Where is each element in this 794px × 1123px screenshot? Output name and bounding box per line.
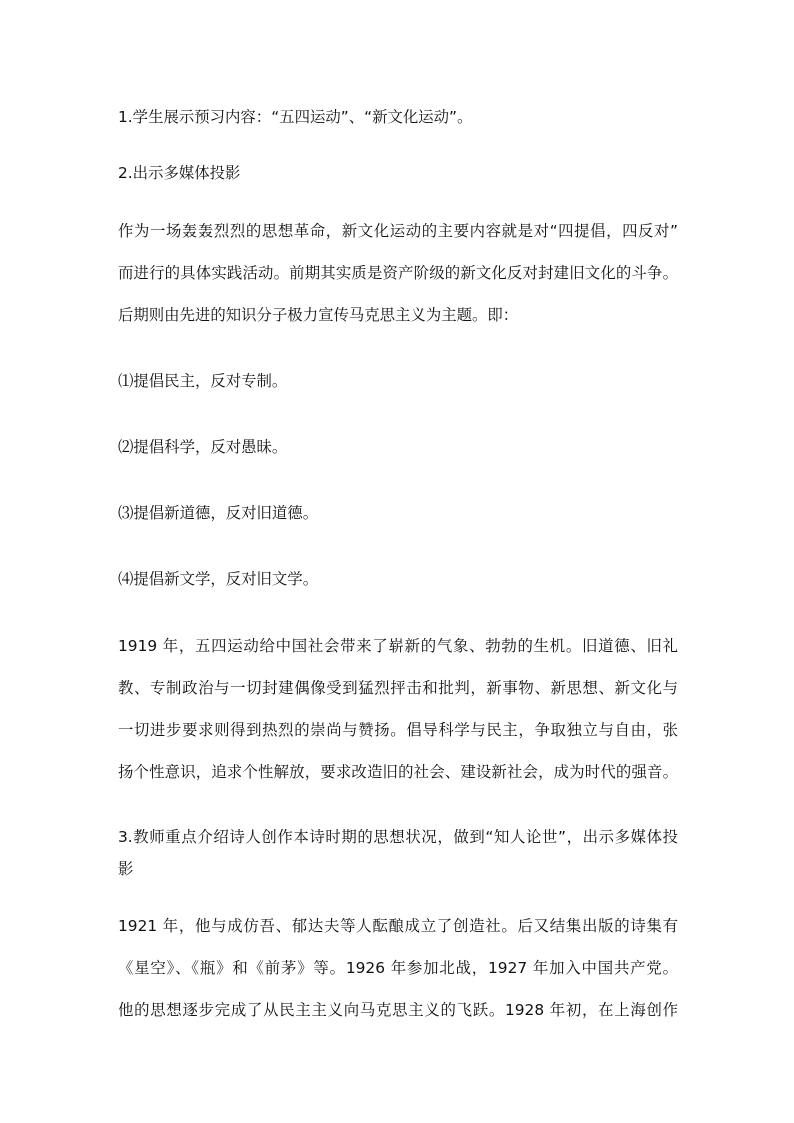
text-line: ⑶提倡新道德，反对旧道德。 — [118, 504, 319, 522]
text-line: 1919 年，五四运动给中国社会带来了崭新的气象、勃勃的生机。旧道德、旧礼 — [118, 637, 678, 655]
text-line: 而进行的具体实践活动。前期其实质是资产阶级的新文化反对封建旧文化的斗争。 — [118, 264, 678, 282]
text-line: 作为一场轰轰烈烈的思想革命，新文化运动的主要内容就是对“四提倡，四反对” — [118, 222, 678, 240]
text-line: 影 — [118, 860, 134, 878]
text-line: 2.出示多媒体投影 — [118, 164, 241, 182]
may-fourth-paragraph — [118, 625, 678, 793]
point-4-literature — [118, 563, 678, 595]
point-1-democracy — [118, 365, 678, 397]
text-line: 教、专制政治与一切封建偶像受到猛烈抨击和批判，新事物、新思想、新文化与 — [118, 679, 678, 697]
text-line: 1921 年，他与成仿吾、郁达夫等人酝酿成立了创造社。后又结集出版的诗集有 — [118, 917, 678, 935]
text-line: 一切进步要求则得到热烈的崇尚与赞扬。倡导科学与民主，争取独立与自由，张 — [118, 721, 678, 739]
text-line: ⑷提倡新文学，反对旧文学。 — [118, 570, 319, 588]
text-line: 后期则由先进的知识分子极力宣传马克思主义为主题。即： — [118, 306, 519, 324]
text-line: 扬个性意识，追求个性解放，要求改造旧的社会、建设新社会，成为时代的强音。 — [118, 763, 678, 781]
text-line: 3.教师重点介绍诗人创作本诗时期的思想状况，做到“知人论世”，出示多媒体投 — [118, 828, 678, 846]
step-2-heading — [118, 157, 678, 189]
text-line: 1.学生展示预习内容：“五四运动”、“新文化运动”。 — [118, 108, 473, 126]
step-3-text — [118, 821, 678, 885]
point-2-science — [118, 431, 678, 463]
step-1-text — [118, 101, 678, 133]
text-line: ⑴提倡民主，反对专制。 — [118, 372, 288, 390]
new-culture-paragraph — [118, 210, 678, 336]
point-3-morality — [118, 497, 678, 529]
poet-biography-paragraph — [118, 905, 678, 1031]
text-line: 他的思想逐步完成了从民主主义向马克思主义的飞跃。1928 年初，在上海创作 — [118, 1001, 678, 1019]
text-line: 《星空》、《瓶》和《前茅》等。1926 年参加北战，1927 年加入中国共产党。 — [118, 959, 678, 977]
text-line: ⑵提倡科学，反对愚昧。 — [118, 438, 288, 456]
